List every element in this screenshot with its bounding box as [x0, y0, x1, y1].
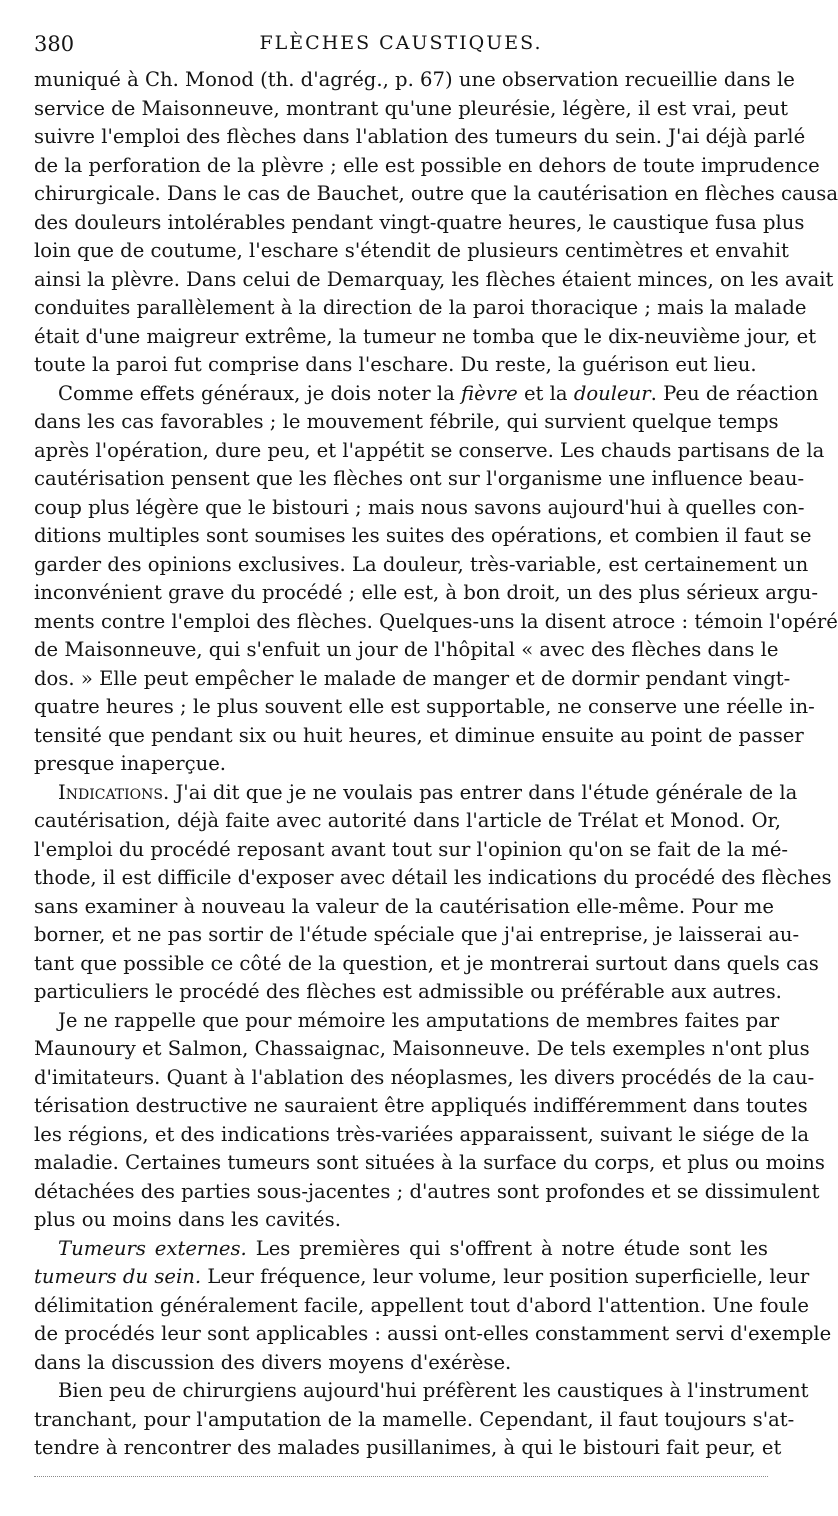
text-line: cautérisation, déjà faite avec autorité dans l'article de Trélat et Monod. Or, — [34, 809, 781, 832]
text-line: quatre heures ; le plus souvent elle est supportable, ne conserve une réelle in- — [34, 695, 815, 718]
text-line: de Maisonneuve, qui s'enfuit un jour de l'hôpital « avec des flèches dans le — [34, 638, 779, 661]
text-line: d'imitateurs. Quant à l'ablation des néoplasmes, les divers procédés de la cau- — [34, 1065, 815, 1089]
text-line: ainsi la plèvre. Dans celui de Demarquay, les flèches étaient minces, on les avait — [34, 267, 834, 291]
text-line: était d'une maigreur extrême, la tumeur ne tomba que le dix-neuvième jour, et — [34, 324, 817, 348]
text-line: loin que de coutume, l'eschare s'étendit de plusieurs centimètres et envahit — [34, 239, 789, 262]
page-header — [34, 32, 768, 58]
text-line: plus ou moins dans les cavités. — [34, 1208, 341, 1231]
italic-heading: Tumeurs externes. — [58, 1236, 247, 1260]
text-line: dans la discussion des divers moyens d'exérèse. — [34, 1350, 512, 1374]
text-line: toute la paroi fut comprise dans l'eschare. Du reste, la guérison eut lieu. — [34, 353, 757, 376]
text-line — [34, 779, 798, 808]
text-fragment: Leur fréquence, leur volume, leur position superficielle, leur — [201, 1265, 810, 1288]
text-line: sans examiner à nouveau la valeur de la cautérisation elle-même. Pour me — [34, 894, 774, 918]
text-line: muniqué à Ch. Monod (th. d'agrég., p. 67) une observation recueillie dans le — [34, 68, 795, 91]
text-line: service de Maisonneuve, montrant qu'une pleurésie, légère, il est vrai, peut — [34, 96, 788, 120]
body-text — [34, 66, 838, 1463]
text-line: cautérisation pensent que les flèches ont sur l'organisme une influence beau- — [34, 467, 805, 490]
text-line: conduites parallèlement à la direction de la paroi thoracique ; mais la malade — [34, 296, 807, 319]
italic-fragment: douleur — [573, 381, 651, 405]
text-line: ments contre l'emploi des flèches. Quelques-uns la disent atroce : témoin l'opéré — [34, 609, 838, 633]
text-line: de la perforation de la plèvre ; elle est possible en dehors de toute imprudence — [34, 153, 820, 177]
text-line: térisation destructive ne sauraient être appliqués indifféremment dans toutes — [34, 1094, 808, 1117]
text-line: dans les cas favorables ; le mouvement fébrile, qui survient quelque temps — [34, 410, 779, 433]
text-fragment: . Peu de réaction — [650, 381, 819, 405]
text-line: des douleurs intolérables pendant vingt-quatre heures, le caustique fusa plus — [34, 210, 805, 234]
scan-artifact-dotted-line — [34, 1476, 768, 1477]
text-line: thode, il est difficile d'exposer avec détail les indications du procédé des flèches — [34, 866, 832, 889]
text-line: coup plus légère que le bistouri ; mais nous savons aujourd'hui à quelles con- — [34, 495, 805, 519]
text-line: après l'opération, dure peu, et l'appétit se conserve. Les chauds partisans de la — [34, 438, 825, 462]
text-line: tant que possible ce côté de la question, et je montrerai surtout dans quels cas — [34, 951, 819, 975]
text-line: inconvénient grave du procédé ; elle est, à bon droit, un des plus sérieux argu- — [34, 581, 819, 604]
text-line — [34, 1235, 768, 1264]
text-fragment: J'ai dit que je ne voulais pas entrer dans l'étude générale de la — [169, 780, 798, 804]
text-line: les régions, et des indications très-variées apparaissent, suivant le siége de la — [34, 1122, 810, 1146]
running-title: FLÈCHES CAUSTIQUES. — [259, 32, 543, 54]
text-line: de procédés leur sont applicables : aussi ont-elles constamment servi d'exemple — [34, 1322, 832, 1345]
section-heading: Indications. — [58, 780, 170, 804]
text-line: borner, et ne pas sortir de l'étude spéciale que j'ai entreprise, je laisserai au- — [34, 923, 800, 946]
text-line — [34, 380, 819, 409]
text-line — [34, 1263, 810, 1292]
text-line: tensité que pendant six ou huit heures, et diminue ensuite au point de passer — [34, 723, 804, 747]
text-line: tranchant, pour l'amputation de la mamelle. Cependant, il faut toujours s'at- — [34, 1407, 795, 1431]
text-fragment: Les premières qui s'offrent à notre étude sont les — [246, 1236, 768, 1260]
text-line: suivre l'emploi des flèches dans l'ablation des tumeurs du sein. J'ai déjà parlé — [34, 125, 806, 148]
italic-fragment: fièvre — [461, 381, 518, 405]
text-line: garder des opinions exclusives. La douleur, très-variable, est certainement un — [34, 552, 809, 576]
text-line: détachées des parties sous-jacentes ; d'autres sont profondes et se dissimulent — [34, 1179, 820, 1203]
text-line: Maunoury et Salmon, Chassaignac, Maisonneuve. De tels exemples n'ont plus — [34, 1037, 810, 1060]
text-line: chirurgicale. Dans le cas de Bauchet, outre que la cautérisation en flèches causa — [34, 182, 838, 205]
text-line: presque inaperçue. — [34, 752, 227, 775]
text-line: Bien peu de chirurgiens aujourd'hui préfèrent les caustiques à l'instrument — [58, 1379, 809, 1402]
text-fragment: et la — [517, 381, 574, 405]
text-line: Je ne rappelle que pour mémoire les amputations de membres faites par — [58, 1008, 780, 1032]
italic-fragment: tumeurs du sein. — [34, 1265, 202, 1288]
text-line: ditions multiples sont soumises les suites des opérations, et combien il faut se — [34, 524, 812, 547]
text-line: l'emploi du procédé reposant avant tout sur l'opinion qu'on se fait de la mé- — [34, 837, 789, 861]
text-line: particuliers le procédé des flèches est admissible ou préférable aux autres. — [34, 980, 782, 1003]
text-line: délimitation généralement facile, appellent tout d'abord l'attention. Une foule — [34, 1293, 809, 1317]
page-number: 380 — [34, 32, 75, 56]
text-fragment: Comme effets généraux, je dois noter la — [58, 381, 462, 405]
text-line: dos. » Elle peut empêcher le malade de manger et de dormir pendant vingt- — [34, 666, 791, 690]
text-line: maladie. Certaines tumeurs sont situées à la surface du corps, et plus ou moins — [34, 1151, 825, 1174]
text-line: tendre à rencontrer des malades pusillanimes, à qui le bistouri fait peur, et — [34, 1436, 782, 1459]
